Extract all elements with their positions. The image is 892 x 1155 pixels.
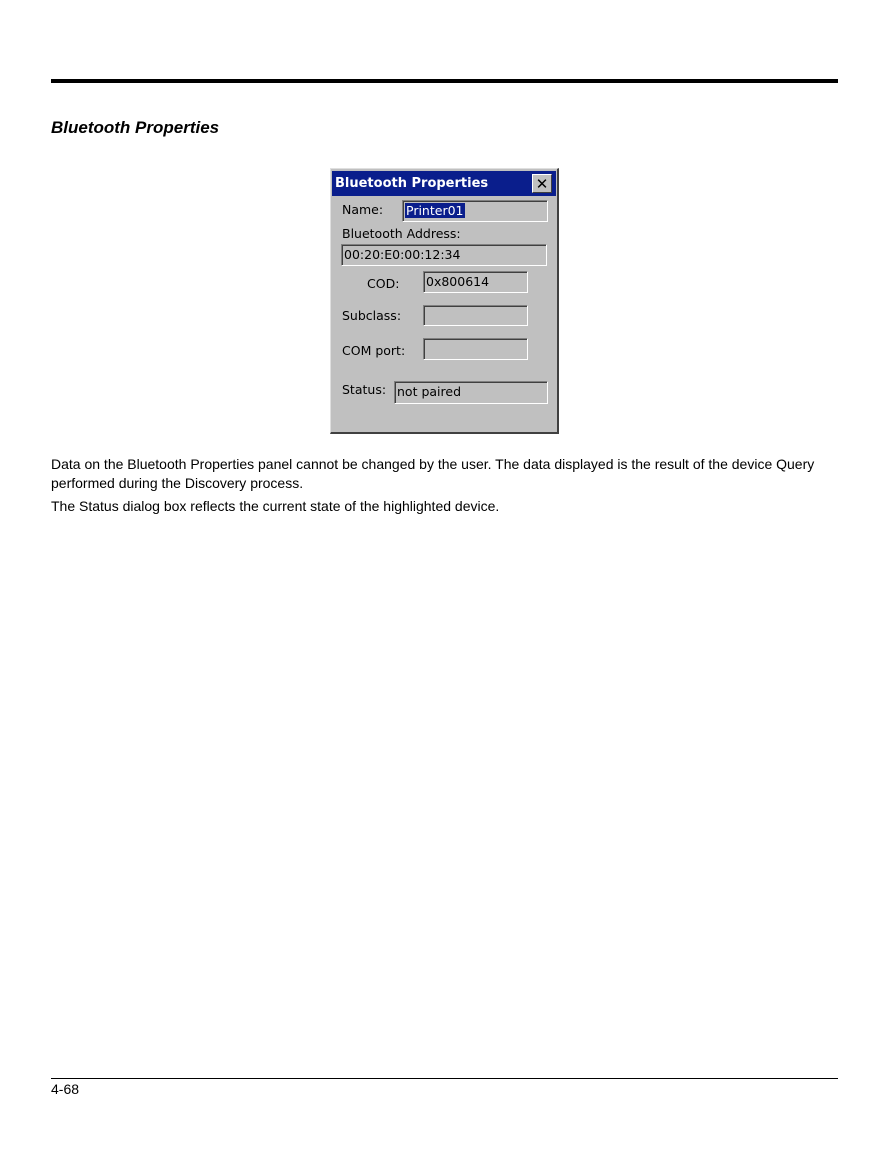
cod-label: COD: — [367, 276, 400, 291]
com-port-label: COM port: — [342, 343, 406, 358]
name-label: Name: — [342, 202, 384, 217]
dialog-title: Bluetooth Properties — [335, 176, 489, 191]
name-field[interactable] — [402, 200, 548, 222]
close-icon: ✕ — [535, 175, 549, 193]
bluetooth-address-field[interactable] — [341, 244, 547, 266]
subclass-field[interactable] — [423, 305, 528, 326]
status-label: Status: — [342, 382, 387, 397]
page-number: 4-68 — [51, 1081, 80, 1097]
com-port-field[interactable] — [423, 338, 528, 360]
bluetooth-address-value: 00:20:E0:00:12:34 — [344, 247, 461, 262]
bluetooth-properties-dialog — [330, 168, 559, 434]
status-value: not paired — [397, 384, 462, 399]
cod-field[interactable] — [423, 271, 528, 293]
name-value: Printer01 — [406, 203, 464, 218]
description-paragraph: Data on the Bluetooth Properties panel cannot be changed by the user. The data displayed is the result of the device Query performed during the Discovery process. — [51, 456, 815, 491]
status-note-paragraph: The Status dialog box reflects the current state of the highlighted device. — [51, 498, 500, 514]
footer-rule — [51, 1078, 838, 1079]
cod-value: 0x800614 — [426, 274, 490, 289]
subclass-label: Subclass: — [342, 308, 402, 323]
header-rule — [51, 79, 838, 83]
section-title: Bluetooth Properties — [51, 118, 220, 137]
dialog-titlebar — [332, 171, 556, 196]
status-field[interactable] — [394, 381, 548, 404]
close-button[interactable] — [532, 174, 552, 193]
bluetooth-address-label: Bluetooth Address: — [342, 226, 461, 241]
